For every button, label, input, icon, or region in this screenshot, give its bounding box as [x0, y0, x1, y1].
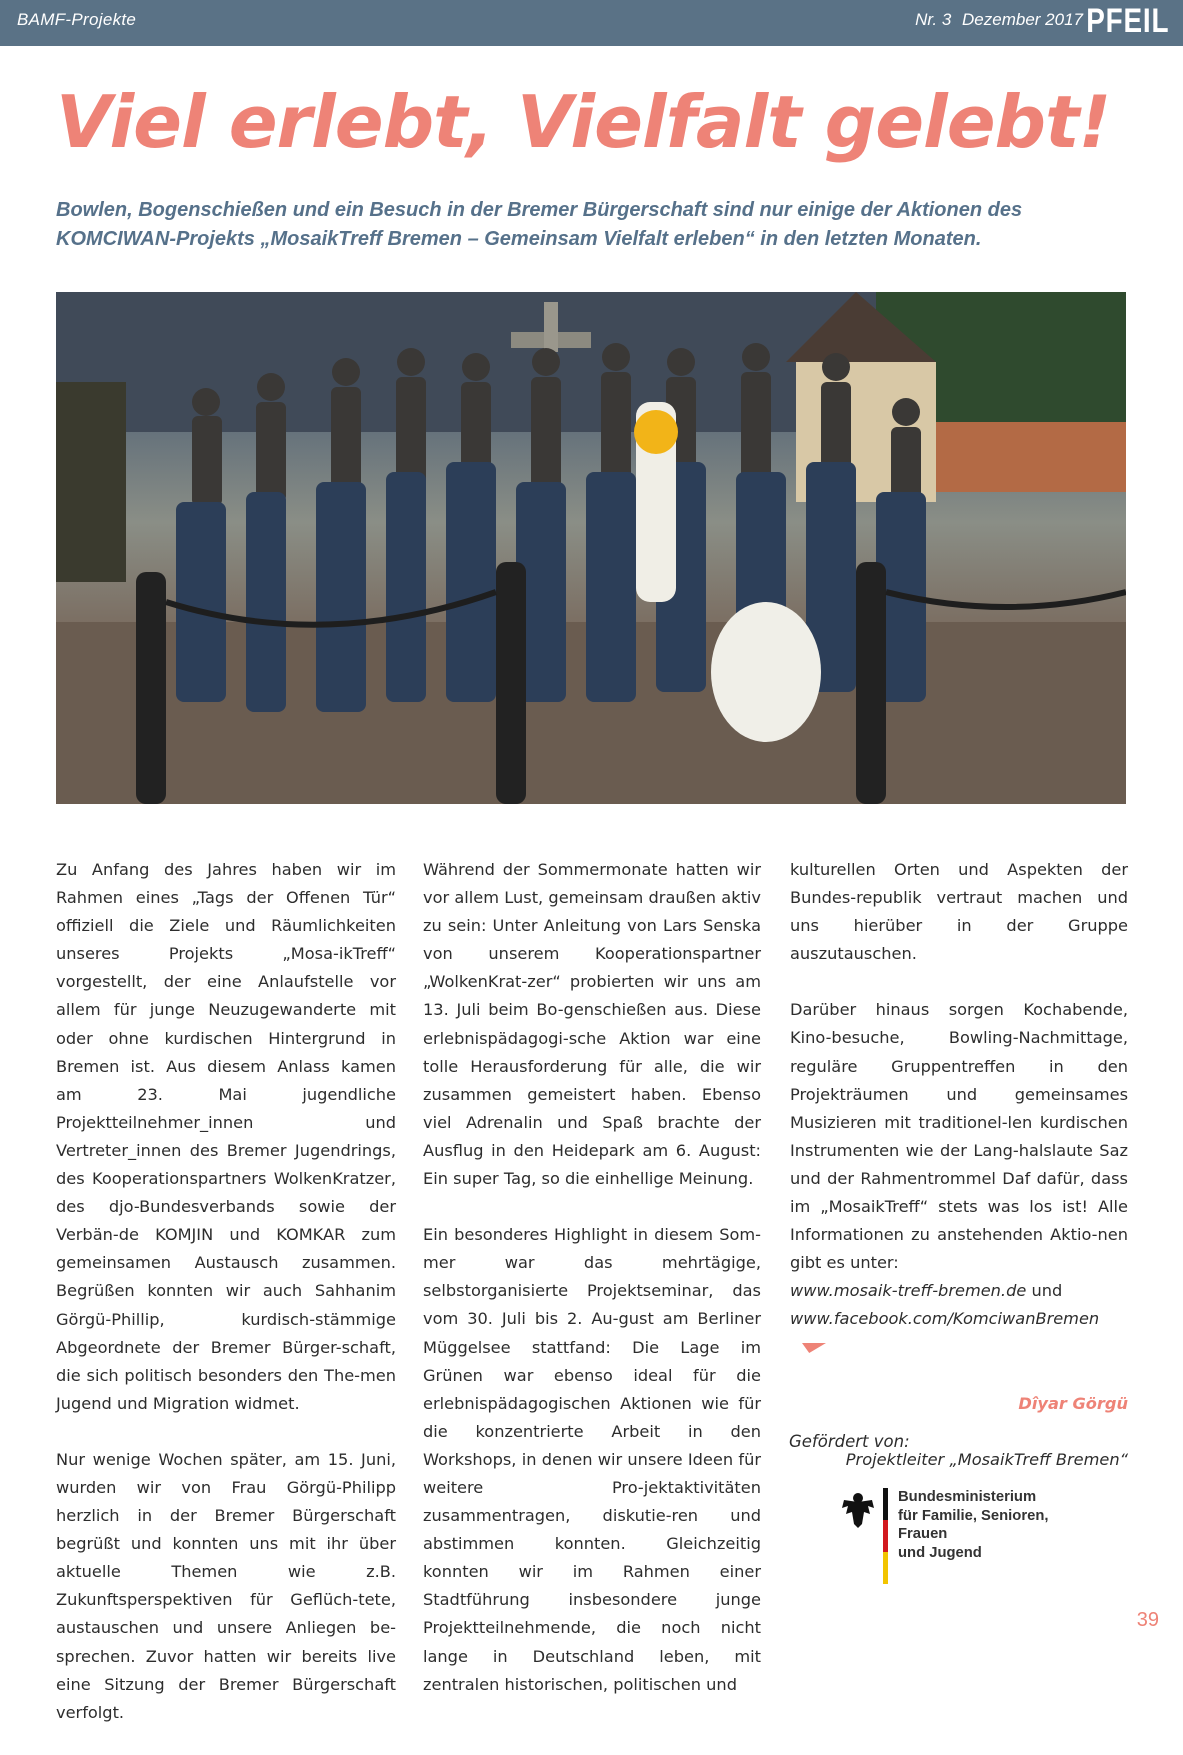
facebook-link[interactable]: www.facebook.com/KomciwanBremen: [790, 1309, 1100, 1329]
author-role: Projektleiter „MosaikTreff Bremen“: [845, 1449, 1128, 1469]
paragraph: Zu Anfang des Jahres haben wir im Rahmen eines „Tags der Offenen Tür“ offiziell die Ziele und Räumlichkeiten unseres Projekts „Mosa-ikTreff“ vorgestellt, der eine Anlaufstelle vor allem für junge Neuzugewanderte mit oder ohne kurdischen Hintergrund in Bremen ist. Aus diesem Anlass kamen am 23. Mai jugendliche Projektteilnehmer_innen und Vertreter_innen des Bremer Jugendrings, des Kooperationspartners WolkenKratzer, des djo-Bundesverbands sowie der Verbän-de KOMJIN und KOMKAR zum gemeinsamen Austausch zusammen. Begrüßen konnten wir auch Sahhanim Görgü-Phillip, kurdisch-stämmige Abgeordnete der Bremer Bürger-schaft, die sich politisch besonders den The-men Jugend und Migration widmet.: [56, 860, 396, 1413]
paragraph: Nur wenige Wochen später, am 15. Juni, wurden wir von Frau Görgü-Philipp herzlich in der Bremer Bürgerschaft begrüßt und konnten uns mit ihr über aktuelle Themen wie z.B. Zukunftsperspektiven für Geflüch-tete, austauschen und unsere Anliegen be-sprechen. Zuvor hatten wir bereits live eine Sitzung der Bremer Bürgerschaft verfolgt.: [56, 1449, 396, 1722]
section-label: BAMF-Projekte: [17, 10, 137, 29]
article-column-3: [790, 856, 1128, 1502]
link-joiner: und: [1031, 1281, 1063, 1301]
page-number: 39: [1136, 1609, 1159, 1631]
link-line-1: [790, 1277, 1128, 1305]
ministry-line: für Familie, Senioren, Frauen: [898, 1507, 1049, 1542]
ministry-logo: [840, 1488, 1100, 1584]
header-bar: [0, 0, 1183, 46]
headline: Viel erlebt, Vielfalt gelebt!: [56, 80, 1111, 164]
paragraph: Darüber hinaus sorgen Kochabende, Kino-besuche, Bowling-Nachmittage, reguläre Gruppentreffen in den Projekträumen und gemeinsames Musizieren mit traditionel-len kurdischen Instrumenten wie der Lang-halslaute Saz und der Rahmentrommel Daf dafür, dass im „MosaikTreff“ stets was los ist! Alle Informationen zu anstehenden Aktio-nen gibt es unter:: [790, 1000, 1128, 1273]
magazine-logo: PFEIL: [1085, 2, 1169, 40]
article-column-1: [56, 856, 396, 1755]
paragraph: Ein besonderes Highlight in diesem Som-mer war das mehrtägige, selbstorganisierte Projektseminar, das vom 30. Juli bis 2. Au-gust am Berliner Müggelsee stattfand: Die Lage im Grünen war ebenso ideal für die erlebnispädagogischen Aktionen wie für die konzentrierte Arbeit in den Workshops, in denen wir unsere Ideen für weitere Pro-jektaktivitäten zusammentragen, diskutie-ren und abstimmen konnten. Gleichzeitig konnten wir im Rahmen einer Stadtführung insbesondere junge Projektteilnehmende, die noch nicht lange in Deutschland leben, mit zentralen historischen, politischen und: [423, 1225, 761, 1694]
lead-paragraph: Bowlen, Bogenschießen und ein Besuch in der Bremer Bürgerschaft sind nur einige der Aktionen des KOMCIWAN-Projekts „MosaikTreff Bremen – Gemeinsam Vielfalt erleben“ in den letzten Monaten.: [56, 199, 1023, 250]
issue-date: Dezember 2017: [962, 10, 1083, 29]
author-name: Dîyar Görgü: [1018, 1393, 1128, 1413]
eagle-emblem-icon: [840, 1490, 876, 1530]
flag-stripe: [883, 1488, 888, 1584]
ministry-name: [898, 1488, 1100, 1562]
ministry-line: Bundesministerium: [898, 1489, 1037, 1505]
link-line-2: [790, 1305, 1128, 1361]
ministry-line: und Jugend: [898, 1544, 982, 1561]
arrow-end-icon: [802, 1343, 826, 1353]
article-column-2: [423, 856, 761, 1727]
paragraph: Während der Sommermonate hatten wir vor allem Lust, gemeinsam draußen aktiv zu sein: Unter Anleitung von Lars Senska von unserem Kooperationspartner „WolkenKrat-zer“ probierten wir uns am 13. Juli beim Bo-genschießen aus. Diese erlebnispädagogi-sche Aktion war eine tolle Herausforderung für alle, die wir zusammen gemeistert haben. Ebenso viel Adrenalin und Spaß brachte der Ausflug in den Heidepark am 6. August: Ein super Tag, so die einhellige Meinung.: [423, 860, 761, 1189]
group-photo: [56, 292, 1126, 804]
funding-label: Gefördert von:: [789, 1432, 910, 1451]
website-link[interactable]: www.mosaik-treff-bremen.de: [790, 1281, 1027, 1301]
paragraph: kulturellen Orten und Aspekten der Bundes-republik vertraut machen und uns hierüber in der Gruppe auszutauschen.: [790, 860, 1128, 964]
group-photo-illustration: [56, 292, 1126, 804]
issue-info: [909, 10, 1083, 30]
issue-number: Nr. 3: [915, 10, 952, 29]
